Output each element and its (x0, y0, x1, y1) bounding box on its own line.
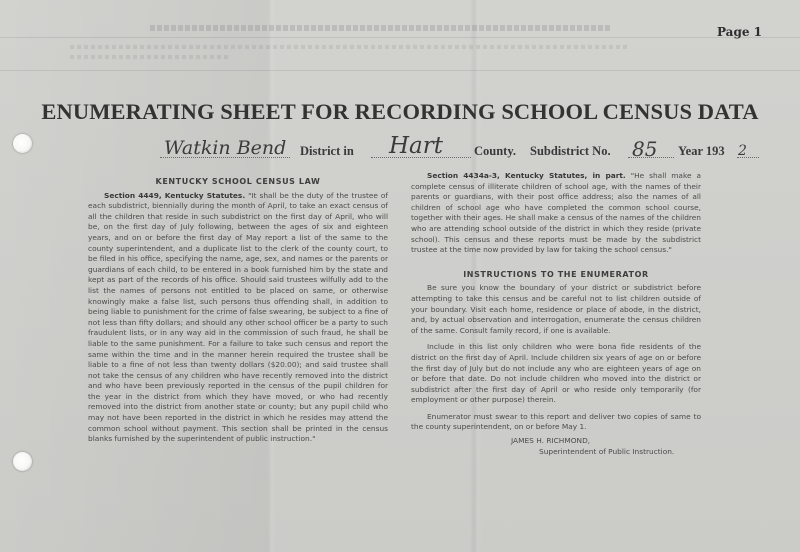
header-fields (160, 132, 747, 164)
county-field[interactable] (371, 133, 471, 159)
district-name-handwriting: Watkin Bend (164, 137, 287, 159)
census-law-paragraph (88, 191, 388, 445)
section-4434-paragraph (411, 171, 701, 256)
bleed-through-rule (0, 70, 800, 71)
section-4434-reference: Section 4434a-3, Kentucky Statutes, in part. (427, 171, 626, 180)
year-digit-field[interactable] (737, 143, 759, 159)
punch-hole-bottom (13, 452, 32, 471)
year-label: Year 193 (678, 144, 725, 158)
county-label: County. (474, 144, 517, 158)
instructions-heading: INSTRUCTIONS TO THE ENUMERATOR (463, 269, 649, 279)
subdistrict-label: Subdistrict No. (530, 144, 611, 158)
instruction-paragraph: Enumerator must swear to this report and deliver two copies of same to the county superintendent, on or before May 1. (411, 411, 701, 432)
district-label: District in (300, 144, 354, 158)
document-title: ENUMERATING SHEET FOR RECORDING SCHOOL CENSUS DATA (41, 99, 759, 124)
instruction-paragraph: Be sure you know the boundary of your district or subdistrict before attempting to take this census and be careful not to list children outside of your boundary. Visit each home, residence or place of abode, in the district, and, by actual observation and interrogation, enumerate the census children of the same. Consult family record, if one is available. (411, 283, 701, 335)
section-4449-text: "It shall be the duty of the trustee of each subdistrict, biennially during the month of April, to take an exact census of all the children that reside in such subdistrict on the first day of April, who will be, on the first day of July following, between the ages of six and eighteen years, and on or before the first day of May report a list of the same to the county superintendent, and a duplicate list to the clerk of the county court, to be filed in his office, specifying the name, age, sex, and names or the parents or guardians of each child, to be entered in a book furnished him by the state and kept as part of the records of his office. Should said trustees wilfully add to the list the names of persons not entitled to be placed on same, or otherwise knowingly make a false list, such persons thus offending shall, in addition to being liable to punishment for the crime of false swearing, be subject to a fine of not less than fifty dollars; and should any other school officer be a party to such fraudulent lists, or in any way aid in the commission of such fraud, he shall be liable to the same punishment. For a failure to take such census and report the same within the time and in the manner herein required the trustee shall be liable to a fine of not less than twenty dollars ($20.00); and said trustee shall not take the census of any children who have recently removed into the district and who have been previously reported in the census of the pupil children for the year in the district from which they have moved, or who had recently removed into the district from another state or county; but any pupil child who may not have been reported in the district in which he resides may attend the common school without payment. This section shall be printed in the census blanks furnished by the superintendent of public instruction." (88, 190, 388, 444)
bleed-through-text (70, 55, 230, 59)
bleed-through-text (70, 45, 630, 49)
instructions-column (411, 171, 701, 457)
subdistrict-number-field[interactable] (628, 137, 674, 161)
instruction-paragraph: Include in this list only children who were bona fide residents of the district on the first day of April. Include children six years of age on or before the first day of July but do not include any who are eighteen years of age on or before that date. Do not include children who moved into the district or subdistrict after the first day of April or who reside only temporarily (for employment or other purpose) therein. (411, 342, 701, 405)
bleed-through-rule (0, 37, 800, 38)
section-4449-reference: Section 4449, Kentucky Statutes. (104, 190, 246, 200)
county-handwriting: Hart (389, 133, 444, 159)
subdistrict-number-handwriting: 85 (632, 137, 658, 161)
district-name-field[interactable] (160, 137, 290, 159)
signature-title: Superintendent of Public Instruction. (539, 446, 675, 456)
section-4434-text: "He shall make a complete census of illiterate children of school age, with the names of their parents or guardians, with their post office address; also the names of all children of school age who have completed the common school course, together with their ages. He shall make a census of the names of the children who are attending school outside of the district in which they reside (private school). This census and these reports must be made by the subdistrict trustee at the time now provided by law for taking the school census." (411, 171, 701, 255)
census-law-heading: KENTUCKY SCHOOL CENSUS LAW (155, 177, 321, 186)
page-number: Page 1 (716, 25, 762, 39)
bleed-through-text (150, 25, 610, 31)
census-law-column (88, 177, 388, 445)
punch-hole-top (13, 134, 32, 153)
year-digit-handwriting: 2 (738, 143, 747, 159)
signature-name: JAMES H. RICHMOND, (511, 436, 591, 446)
